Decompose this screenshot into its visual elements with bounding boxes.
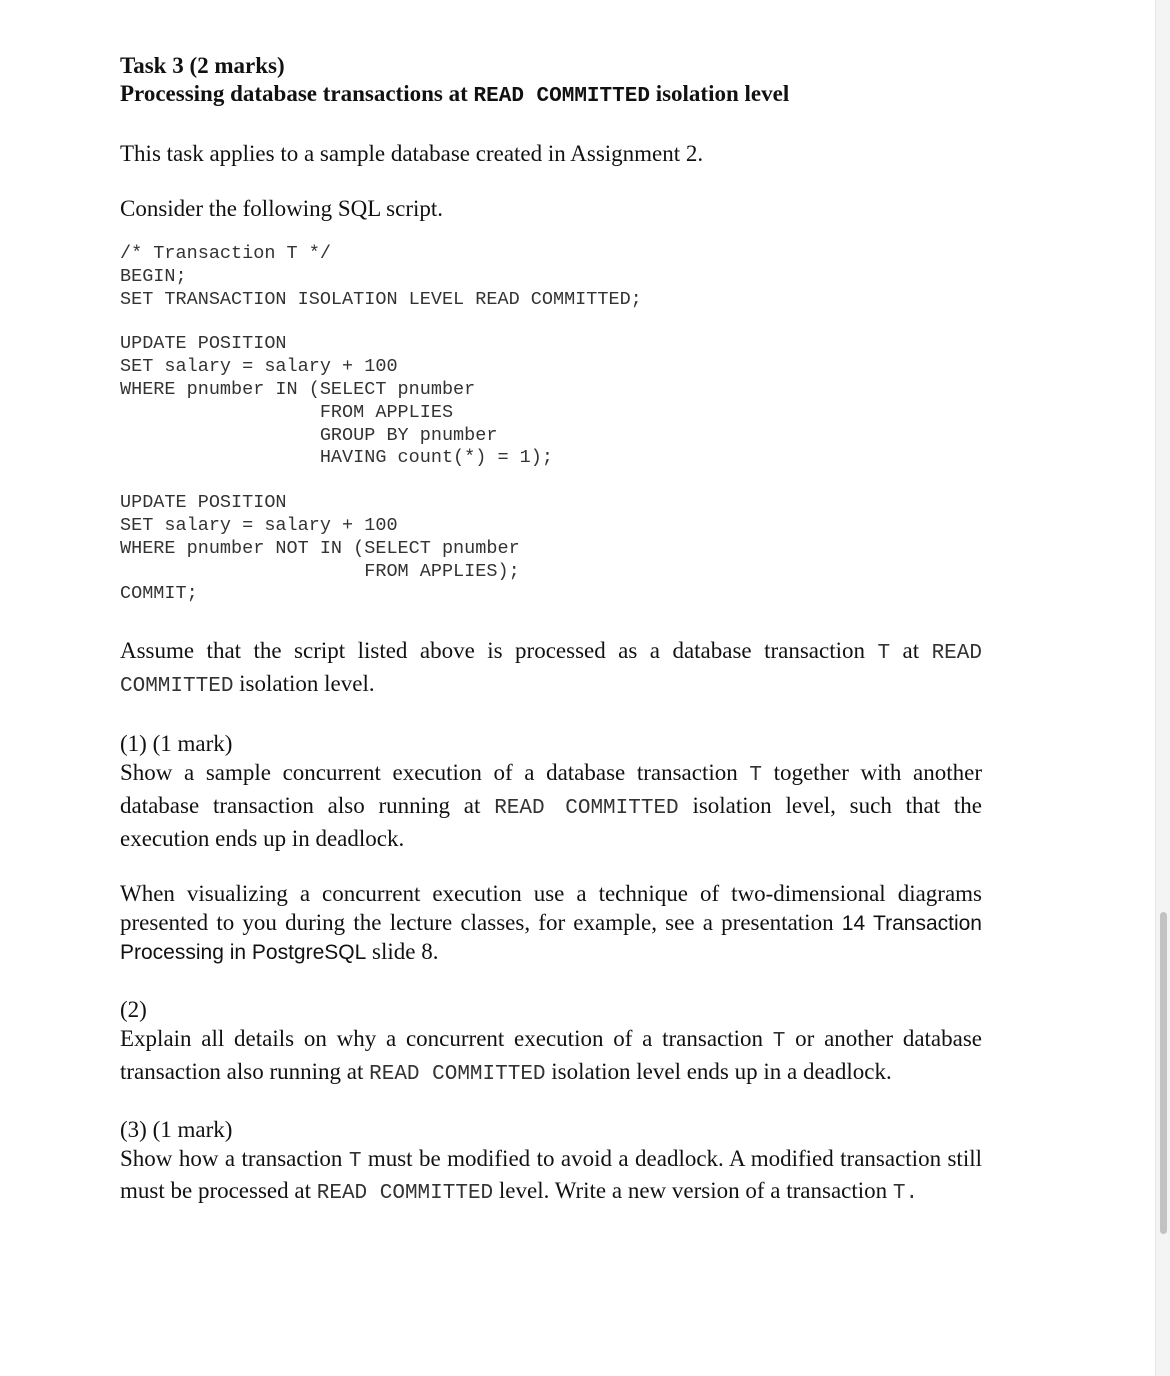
sql-block-update-1	[120, 333, 982, 470]
inline-code-read-committed: READ COMMITTED	[369, 1062, 546, 1086]
sql-block-update-2	[120, 492, 982, 606]
subtitle-code: READ COMMITTED	[473, 85, 650, 108]
code-line: SET TRANSACTION ISOLATION LEVEL READ COMMITTED;	[120, 288, 642, 310]
inline-code-read-committed: READ COMMITTED	[120, 642, 982, 699]
question-1-heading: (1) (1 mark)	[120, 731, 233, 757]
code-commit: COMMIT;	[120, 583, 198, 605]
question-3	[120, 1116, 982, 1208]
code-line: /* Transaction T */	[120, 243, 331, 264]
vertical-scrollbar[interactable]	[1155, 0, 1170, 1376]
task-title: Task 3 (2 marks)	[120, 53, 285, 78]
sql-block-header	[120, 243, 982, 311]
code-line: SET salary = salary + 100	[120, 356, 398, 378]
code-line: UPDATE POSITION	[120, 492, 287, 514]
q3-text-pre: Show how a transaction	[120, 1145, 349, 1171]
assume-text-mid: at	[890, 638, 932, 664]
q2-text-post: isolation level ends up in a deadlock.	[545, 1058, 892, 1084]
q2-text-mid: or another database transaction also running at	[120, 1025, 982, 1084]
q1-text-post: isolation level, such that the execution ends up in deadlock.	[120, 793, 982, 852]
sql-script	[120, 243, 982, 606]
question-1	[120, 730, 982, 854]
question-1-text	[120, 758, 982, 854]
task-subtitle	[120, 80, 982, 111]
inline-code-t: T	[772, 1029, 786, 1053]
document-page	[120, 52, 982, 1208]
code-line: BEGIN;	[120, 265, 187, 287]
consider-paragraph: Consider the following SQL script.	[120, 196, 444, 221]
visual-text-post: slide 8.	[366, 939, 439, 965]
presentation-reference: 14 Transaction Processing in PostgreSQL	[120, 911, 982, 965]
visual-text-pre: When visualizing a concurrent execution use a technique of two-dimensional diagrams presented to you during the lecture classes, for example, see a presentation	[120, 881, 982, 935]
q1-text-mid: together with another database transaction also running at	[120, 760, 983, 819]
assume-text: Assume that the script listed above is processed as a database transaction	[120, 638, 878, 664]
code-line: GROUP BY pnumber	[120, 424, 498, 446]
inline-code-t-final: T.	[892, 1181, 919, 1205]
code-line: UPDATE POSITION	[120, 333, 287, 355]
inline-code-t: T	[877, 642, 891, 666]
assume-text-post: isolation level.	[233, 671, 375, 697]
q1-text-pre: Show a sample concurrent execution of a database transaction	[120, 760, 750, 786]
inline-code-t: T	[749, 764, 762, 788]
question-2	[120, 996, 982, 1090]
visualization-paragraph	[120, 880, 982, 968]
code-line: WHERE pnumber NOT IN (SELECT pnumber	[120, 537, 520, 559]
inline-code-read-committed: READ COMMITTED	[316, 1181, 494, 1205]
code-line: WHERE pnumber IN (SELECT pnumber	[120, 378, 476, 400]
intro-paragraph: This task applies to a sample database created in Assignment 2.	[120, 141, 704, 166]
subtitle-text-pre: Processing database transactions at	[120, 81, 474, 106]
q3-text-mid: must be modified to avoid a deadlock. A modified transaction still must be processed at	[120, 1145, 982, 1203]
assume-paragraph	[120, 636, 982, 702]
inline-code-read-committed: READ COMMITTED	[494, 797, 679, 821]
question-2-text	[120, 1024, 982, 1090]
question-3-heading: (3) (1 mark)	[120, 1116, 233, 1142]
inline-code-t: T	[348, 1149, 362, 1173]
question-3-text	[120, 1144, 982, 1208]
code-line: FROM APPLIES	[120, 401, 454, 423]
question-2-heading: (2)	[120, 996, 147, 1022]
q3-text-post: level. Write a new version of a transaction	[493, 1177, 893, 1203]
code-line: HAVING count(*) = 1);	[120, 447, 553, 469]
code-line: FROM APPLIES);	[120, 560, 520, 582]
code-line: SET salary = salary + 100	[120, 514, 398, 536]
q2-text-pre: Explain all details on why a concurrent execution of a transaction	[120, 1025, 773, 1051]
scrollbar-thumb[interactable]	[1160, 912, 1167, 1234]
subtitle-text-post: isolation level	[649, 81, 790, 106]
task-heading	[120, 52, 982, 111]
